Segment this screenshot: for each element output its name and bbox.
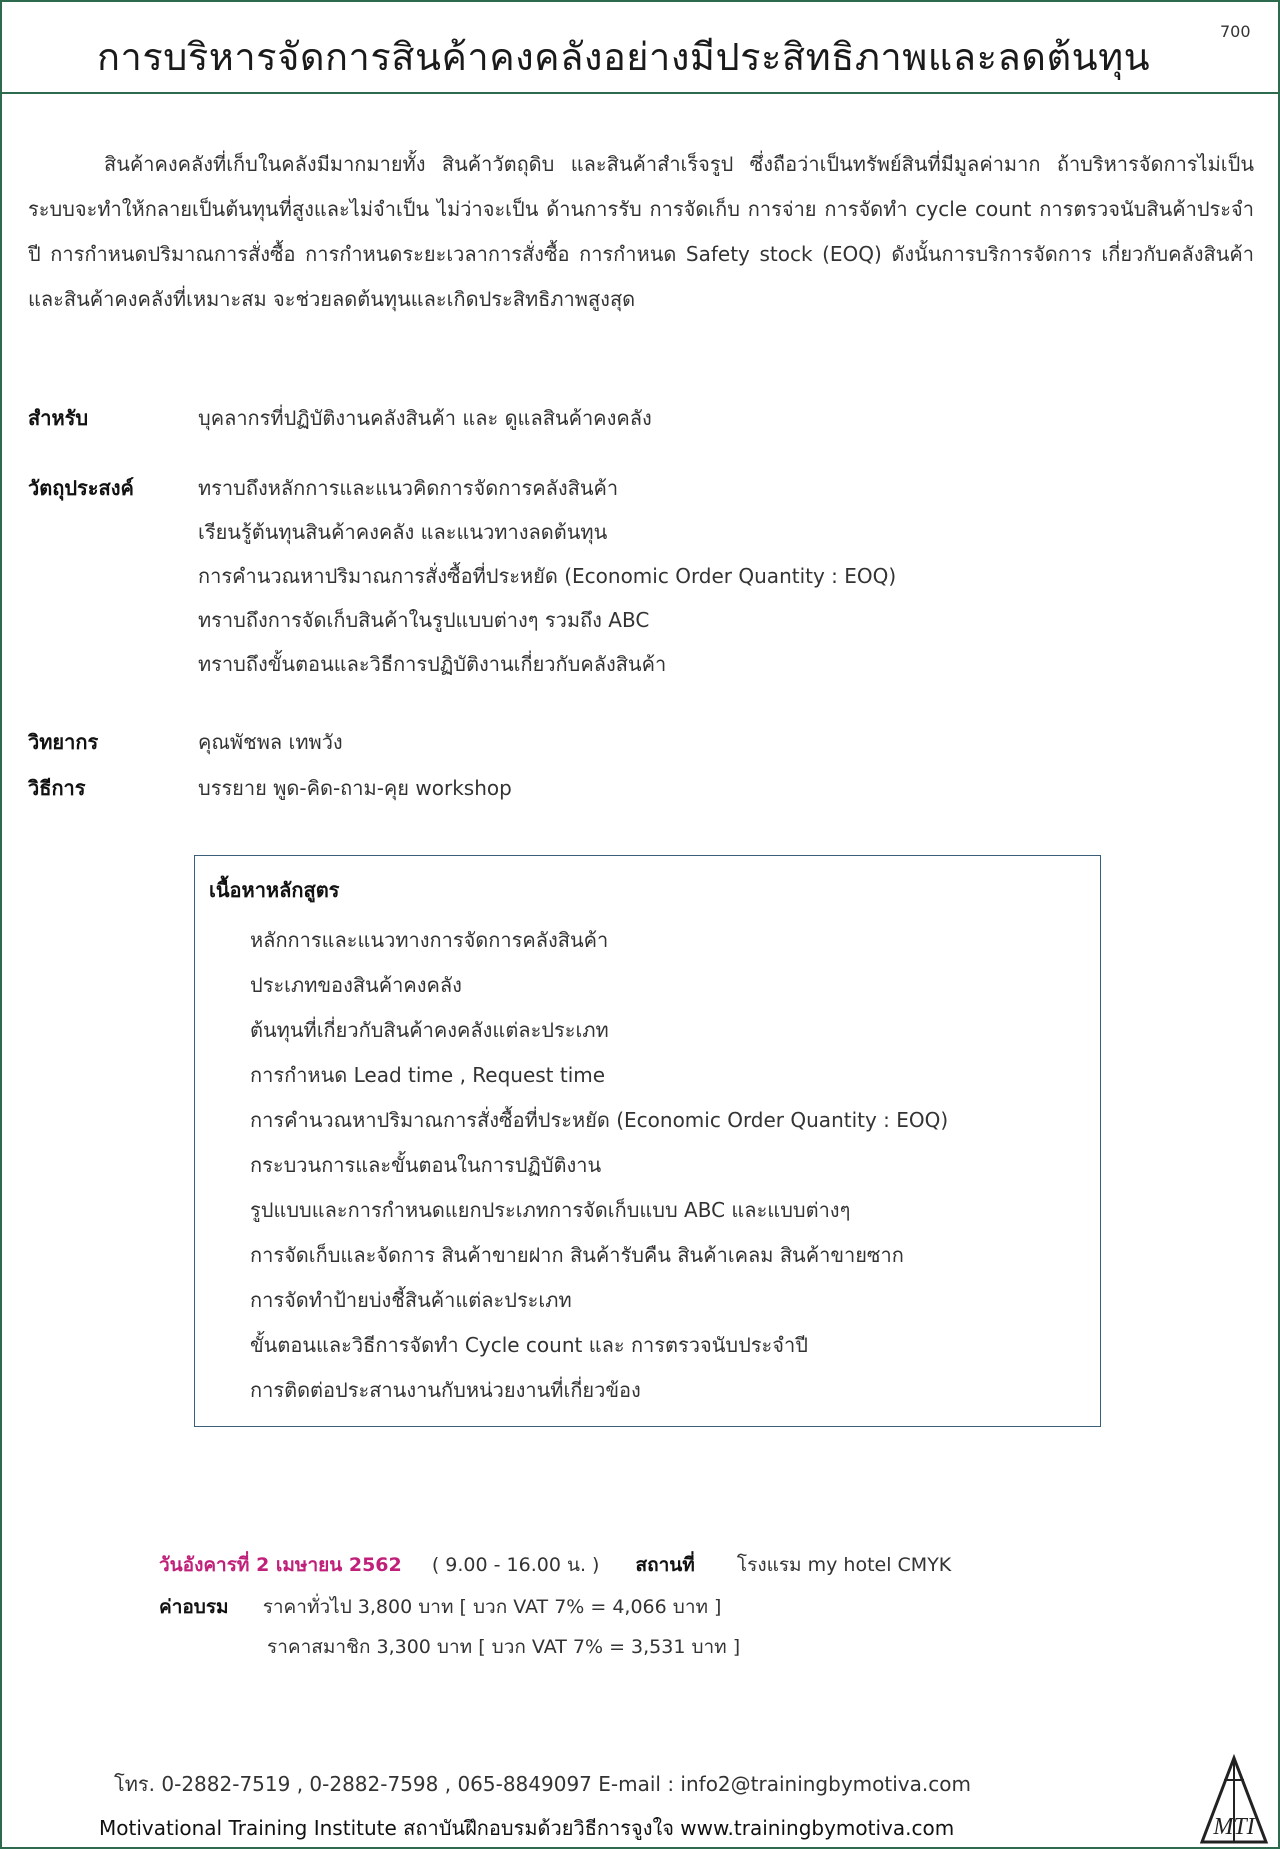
member-fee-line — [267, 1632, 740, 1662]
content-item: รูปแบบและการกำหนดแยกประเภทการจัดเก็บแบบ ABC และแบบต่างๆ — [250, 1198, 851, 1222]
schedule-line — [159, 1550, 951, 1580]
content-item: การคำนวณหาปริมาณการสั่งซื้อที่ประหยัด (Economic Order Quantity : EOQ) — [250, 1108, 949, 1132]
price-member: ราคาสมาชิก 3,300 บาท [ บวก VAT 7% = 3,531 บาท ] — [267, 1636, 741, 1658]
fee-label: ค่าอบรม — [159, 1596, 229, 1618]
contact-line: โทร. 0-2882-7519 , 0-2882-7598 , 065-8849097 E-mail : info2@trainingbymotiva.com — [114, 1772, 971, 1796]
course-code: 700 — [1220, 22, 1251, 41]
logo-lettering: MTI — [1213, 1814, 1255, 1840]
content-item: การจัดทำป้ายบ่งชี้สินค้าแต่ละประเภท — [250, 1288, 572, 1312]
content-item: หลักการและแนวทางการจัดการคลังสินค้า — [250, 928, 609, 952]
course-time: ( 9.00 - 16.00 น. ) — [431, 1554, 600, 1576]
content-title: เนื้อหาหลักสูตร — [209, 878, 340, 902]
content-item: การกำหนด Lead time , Request time — [250, 1063, 606, 1087]
objective-item: การคำนวณหาปริมาณการสั่งซื้อที่ประหยัด (Economic Order Quantity : EOQ) — [198, 564, 897, 588]
price-general: ราคาทั่วไป 3,800 บาท [ บวก VAT 7% = 4,066 บาท ] — [262, 1596, 722, 1618]
fee-line — [159, 1592, 721, 1622]
content-item: ต้นทุนที่เกี่ยวกับสินค้าคงคลังแต่ละประเภท — [250, 1018, 609, 1042]
objective-item: ทราบถึงขั้นตอนและวิธีการปฏิบัติงานเกี่ยวกับคลังสินค้า — [198, 652, 667, 676]
objectives-list — [198, 466, 896, 686]
audience-label: สำหรับ — [28, 406, 89, 430]
method-label: วิธีการ — [28, 776, 86, 800]
content-item: กระบวนการและขั้นตอนในการปฏิบัติงาน — [250, 1153, 602, 1177]
method-value: บรรยาย พูด-คิด-ถาม-คุย workshop — [198, 776, 512, 800]
course-content-box — [194, 855, 1101, 1427]
content-item: ขั้นตอนและวิธีการจัดทำ Cycle count และ การตรวจนับประจำปี — [250, 1333, 808, 1357]
mti-logo-icon — [1198, 1754, 1270, 1846]
audience-value: บุคลากรที่ปฏิบัติงานคลังสินค้า และ ดูแลสินค้าคงคลัง — [198, 406, 652, 430]
speaker-value: คุณพัชพล เทพวัง — [198, 730, 343, 754]
venue-value: โรงแรม my hotel CMYK — [736, 1554, 952, 1576]
content-list — [250, 918, 948, 1413]
intro-paragraph — [28, 142, 1254, 322]
venue-label: สถานที่ — [635, 1554, 695, 1576]
content-item: การติดต่อประสานงานกับหน่วยงานที่เกี่ยวข้อง — [250, 1378, 641, 1402]
speaker-label: วิทยากร — [28, 730, 99, 754]
content-item: ประเภทของสินค้าคงคลัง — [250, 973, 462, 997]
title-bar — [2, 2, 1278, 94]
objectives-label: วัตถุประสงค์ — [28, 476, 134, 500]
intro-text: สินค้าคงคลังที่เก็บในคลังมีมากมายทั้ง สินค้าวัตถุดิบ และสินค้าสำเร็จรูป ซึ่งถือว่าเป็นทรัพย์สินที่มีมูลค่ามาก ถ้าบริหารจัดการไม่เป็นระบบจะทำให้กลายเป็นต้นทุนที่สูงและไม่จำเป็น ไม่ว่าจะเป็น ด้านการรับ การจัดเก็บ การจ่าย การจัดทำ cycle count การตรวจนับสินค้าประจำปี การกำหนดปริมาณการสั่งซื้อ การกำหนดระยะเวลาการสั่งซื้อ การกำหนด Safety stock (EOQ) ดังนั้นการบริการจัดการ เกี่ยวกับคลังสินค้าและสินค้าคงคลังที่เหมาะสม จะช่วยลดต้นทุนและเกิดประสิทธิภาพสูงสุด — [28, 152, 1254, 311]
organization-line: Motivational Training Institute สถาบันฝึกอบรมด้วยวิธีการจูงใจ www.trainingbymotiva.com — [99, 1816, 955, 1840]
objective-item: เรียนรู้ต้นทุนสินค้าคงคลัง และแนวทางลดต้นทุน — [198, 520, 608, 544]
course-date: วันอังคารที่ 2 เมษายน 2562 — [159, 1554, 402, 1576]
objective-item: ทราบถึงหลักการและแนวคิดการจัดการคลังสินค้า — [198, 476, 619, 500]
page-title: การบริหารจัดการสินค้าคงคลังอย่างมีประสิทธิภาพและลดต้นทุน — [97, 35, 1151, 79]
content-item: การจัดเก็บและจัดการ สินค้าขายฝาก สินค้ารับคืน สินค้าเคลม สินค้าขายซาก — [250, 1243, 904, 1267]
objective-item: ทราบถึงการจัดเก็บสินค้าในรูปแบบต่างๆ รวมถึง ABC — [198, 608, 650, 632]
